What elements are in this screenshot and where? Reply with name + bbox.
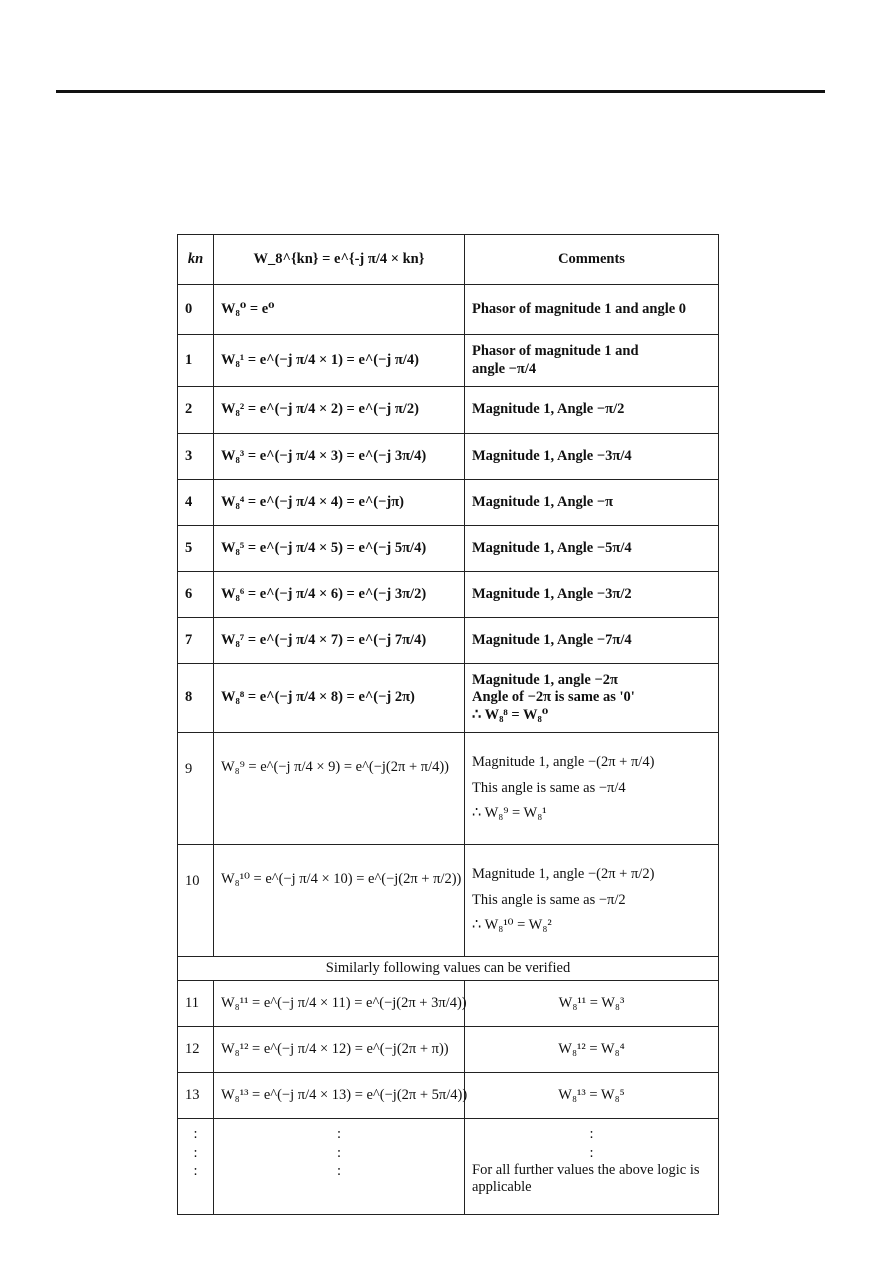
kn-cell: 3 (178, 434, 214, 480)
formula-cell: W₈² = e^(−j π/4 × 2) = e^(−j π/2) (214, 387, 465, 434)
comment-cell (465, 845, 719, 957)
table-row (178, 957, 719, 981)
comment-cell: Magnitude 1, Angle −3π/2 (465, 572, 719, 618)
comment-cell: Magnitude 1, Angle −π/2 (465, 387, 719, 434)
formula-cell: W₈⁷ = e^(−j π/4 × 7) = e^(−j 7π/4) (214, 618, 465, 664)
kn-cell: 5 (178, 526, 214, 572)
table-row (178, 1119, 719, 1215)
kn-cell: 6 (178, 572, 214, 618)
comment-cell: Magnitude 1, Angle −7π/4 (465, 618, 719, 664)
kn-cell: 11 (178, 981, 214, 1027)
formula-cell: W₈⁸ = e^(−j π/4 × 8) = e^(−j 2π) (214, 664, 465, 733)
kn-cell: : : : (178, 1119, 214, 1215)
table-row (178, 526, 719, 572)
table-row (178, 434, 719, 480)
comment-cell: W₈¹² = W₈⁴ (465, 1027, 719, 1073)
comment-cell: Magnitude 1, Angle −5π/4 (465, 526, 719, 572)
comment-line: ∴ W₈¹⁰ = W₈² (472, 917, 552, 934)
formula-cell: W₈¹¹ = e^(−j π/4 × 11) = e^(−j(2π + 3π/4)) (214, 981, 465, 1027)
comment-line: ∴ W₈⁹ = W₈¹ (472, 805, 547, 822)
comment-dots: : : (589, 1126, 594, 1161)
formula-cell: W₈¹³ = e^(−j π/4 × 13) = e^(−j(2π + 5π/4)) (214, 1073, 465, 1119)
comment-cell: W₈¹¹ = W₈³ (465, 981, 719, 1027)
table-row (178, 335, 719, 387)
comment-cell: W₈¹³ = W₈⁵ (465, 1073, 719, 1119)
table-row (178, 981, 719, 1027)
table-row (178, 1073, 719, 1119)
comment-line: Magnitude 1, angle −(2π + π/2) (472, 866, 655, 883)
comment-cell (465, 664, 719, 733)
comment-cell (465, 733, 719, 845)
kn-cell: 7 (178, 618, 214, 664)
table-row (178, 480, 719, 526)
table-row (178, 285, 719, 335)
kn-cell: 9 (178, 733, 214, 845)
kn-cell: 10 (178, 845, 214, 957)
comment-line: Phasor of magnitude 1 and (472, 343, 639, 360)
comment-cell (465, 335, 719, 387)
formula-cell: W₈⁰ = e⁰ (214, 285, 465, 335)
formula-cell: W₈⁶ = e^(−j π/4 × 6) = e^(−j 3π/2) (214, 572, 465, 618)
comment-line: For all further values the above logic is applicable (472, 1161, 700, 1196)
table-row (178, 845, 719, 957)
comment-cell: Magnitude 1, Angle −3π/4 (465, 434, 719, 480)
twiddle-factor-table (177, 234, 719, 1215)
comment-line: Magnitude 1, angle −(2π + π/4) (472, 754, 655, 771)
formula-cell: W₈¹² = e^(−j π/4 × 12) = e^(−j(2π + π)) (214, 1027, 465, 1073)
kn-cell: 12 (178, 1027, 214, 1073)
kn-cell: 0 (178, 285, 214, 335)
kn-cell: 8 (178, 664, 214, 733)
comment-cell: Magnitude 1, Angle −π (465, 480, 719, 526)
formula-cell: : : : (214, 1119, 465, 1215)
table-row (178, 1027, 719, 1073)
column-header-kn: kn (178, 235, 214, 285)
comment-line: This angle is same as −π/2 (472, 891, 626, 908)
header-rule (56, 90, 825, 93)
formula-cell: W₈¹ = e^(−j π/4 × 1) = e^(−j π/4) (214, 335, 465, 387)
table-row (178, 572, 719, 618)
table-row (178, 733, 719, 845)
comment-line: This angle is same as −π/4 (472, 779, 626, 796)
formula-cell: W₈⁹ = e^(−j π/4 × 9) = e^(−j(2π + π/4)) (214, 733, 465, 845)
formula-cell: W₈⁴ = e^(−j π/4 × 4) = e^(−jπ) (214, 480, 465, 526)
formula-cell: W₈⁵ = e^(−j π/4 × 5) = e^(−j 5π/4) (214, 526, 465, 572)
similarly-note: Similarly following values can be verified (178, 957, 719, 981)
comment-cell: Phasor of magnitude 1 and angle 0 (465, 285, 719, 335)
kn-cell: 13 (178, 1073, 214, 1119)
kn-cell: 4 (178, 480, 214, 526)
comment-line: Magnitude 1, angle −2π (472, 671, 618, 688)
column-header-comments: Comments (465, 235, 719, 285)
table-row (178, 664, 719, 733)
comment-cell (465, 1119, 719, 1215)
table-row (178, 387, 719, 434)
formula-cell: W₈¹⁰ = e^(−j π/4 × 10) = e^(−j(2π + π/2)) (214, 845, 465, 957)
kn-cell: 1 (178, 335, 214, 387)
formula-cell: W₈³ = e^(−j π/4 × 3) = e^(−j 3π/4) (214, 434, 465, 480)
column-header-formula: W_8^{kn} = e^{-j π/4 × kn} (214, 235, 465, 285)
comment-line: ∴ W₈⁸ = W₈⁰ (472, 706, 549, 723)
table-row (178, 618, 719, 664)
comment-line: Angle of −2π is same as '0' (472, 689, 635, 706)
table-header-row (178, 235, 719, 285)
kn-cell: 2 (178, 387, 214, 434)
comment-line: angle −π/4 (472, 360, 537, 377)
